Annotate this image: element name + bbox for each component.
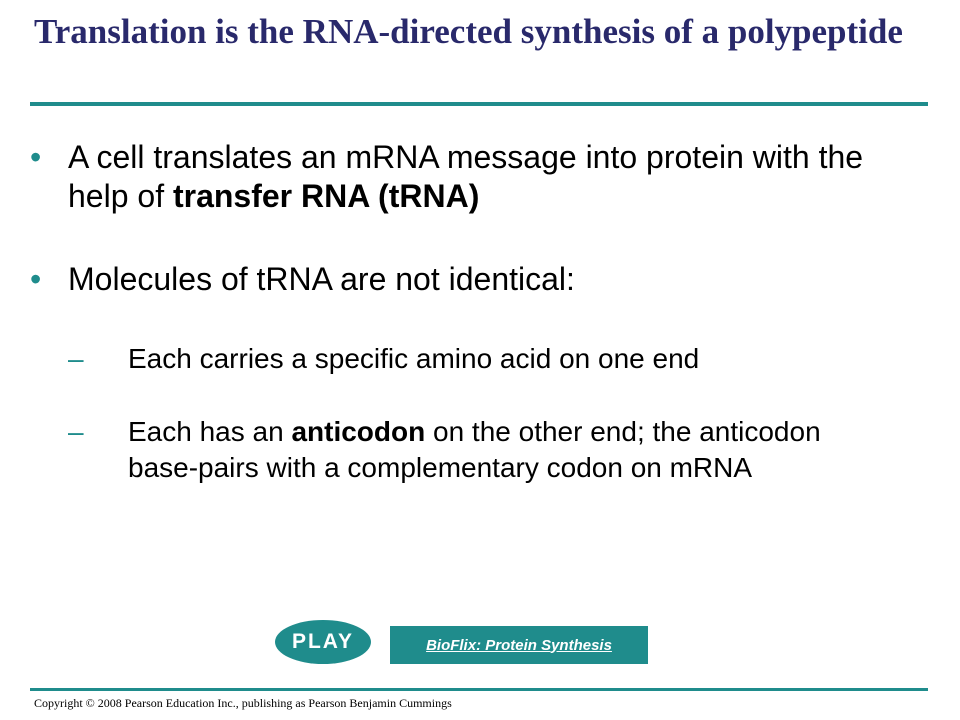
bioflix-link-button[interactable] [390, 626, 648, 664]
title-divider [30, 102, 928, 106]
slide-title: Translation is the RNA-directed synthesis of a polypeptide [34, 12, 903, 51]
copyright-notice: Copyright © 2008 Pearson Education Inc., publishing as Pearson Benjamin Cummings [34, 696, 452, 710]
subbullet-1-text: Each carries a specific amino acid on one end [128, 343, 700, 374]
subbullet-marker: – [68, 416, 84, 447]
bullet-marker: • [30, 139, 42, 175]
bullet-marker: • [30, 261, 42, 297]
subbullet-marker: – [68, 343, 84, 374]
bullet-2-text: Molecules of tRNA are not identical: [68, 261, 575, 297]
bullet-1 [30, 138, 908, 216]
play-button[interactable] [275, 620, 371, 664]
bullet-2 [30, 260, 908, 299]
term-trna: transfer RNA (tRNA) [172, 178, 480, 214]
play-button-label: PLAY [291, 630, 355, 653]
bullet-1-text: A cell translates an mRNA message into protein with the help of [68, 139, 864, 214]
bioflix-link-label: BioFlix: Protein Synthesis [426, 636, 612, 654]
subbullet-2 [68, 414, 898, 486]
subbullet-2-text-start: Each has an [128, 416, 292, 447]
subbullet-1 [68, 341, 898, 377]
footer-divider [30, 688, 928, 691]
term-anticodon: anticodon [291, 416, 426, 447]
subbullet-2-text-end: on the other end; the anticodon base-pairs with a complementary codon on mRNA [128, 416, 821, 483]
